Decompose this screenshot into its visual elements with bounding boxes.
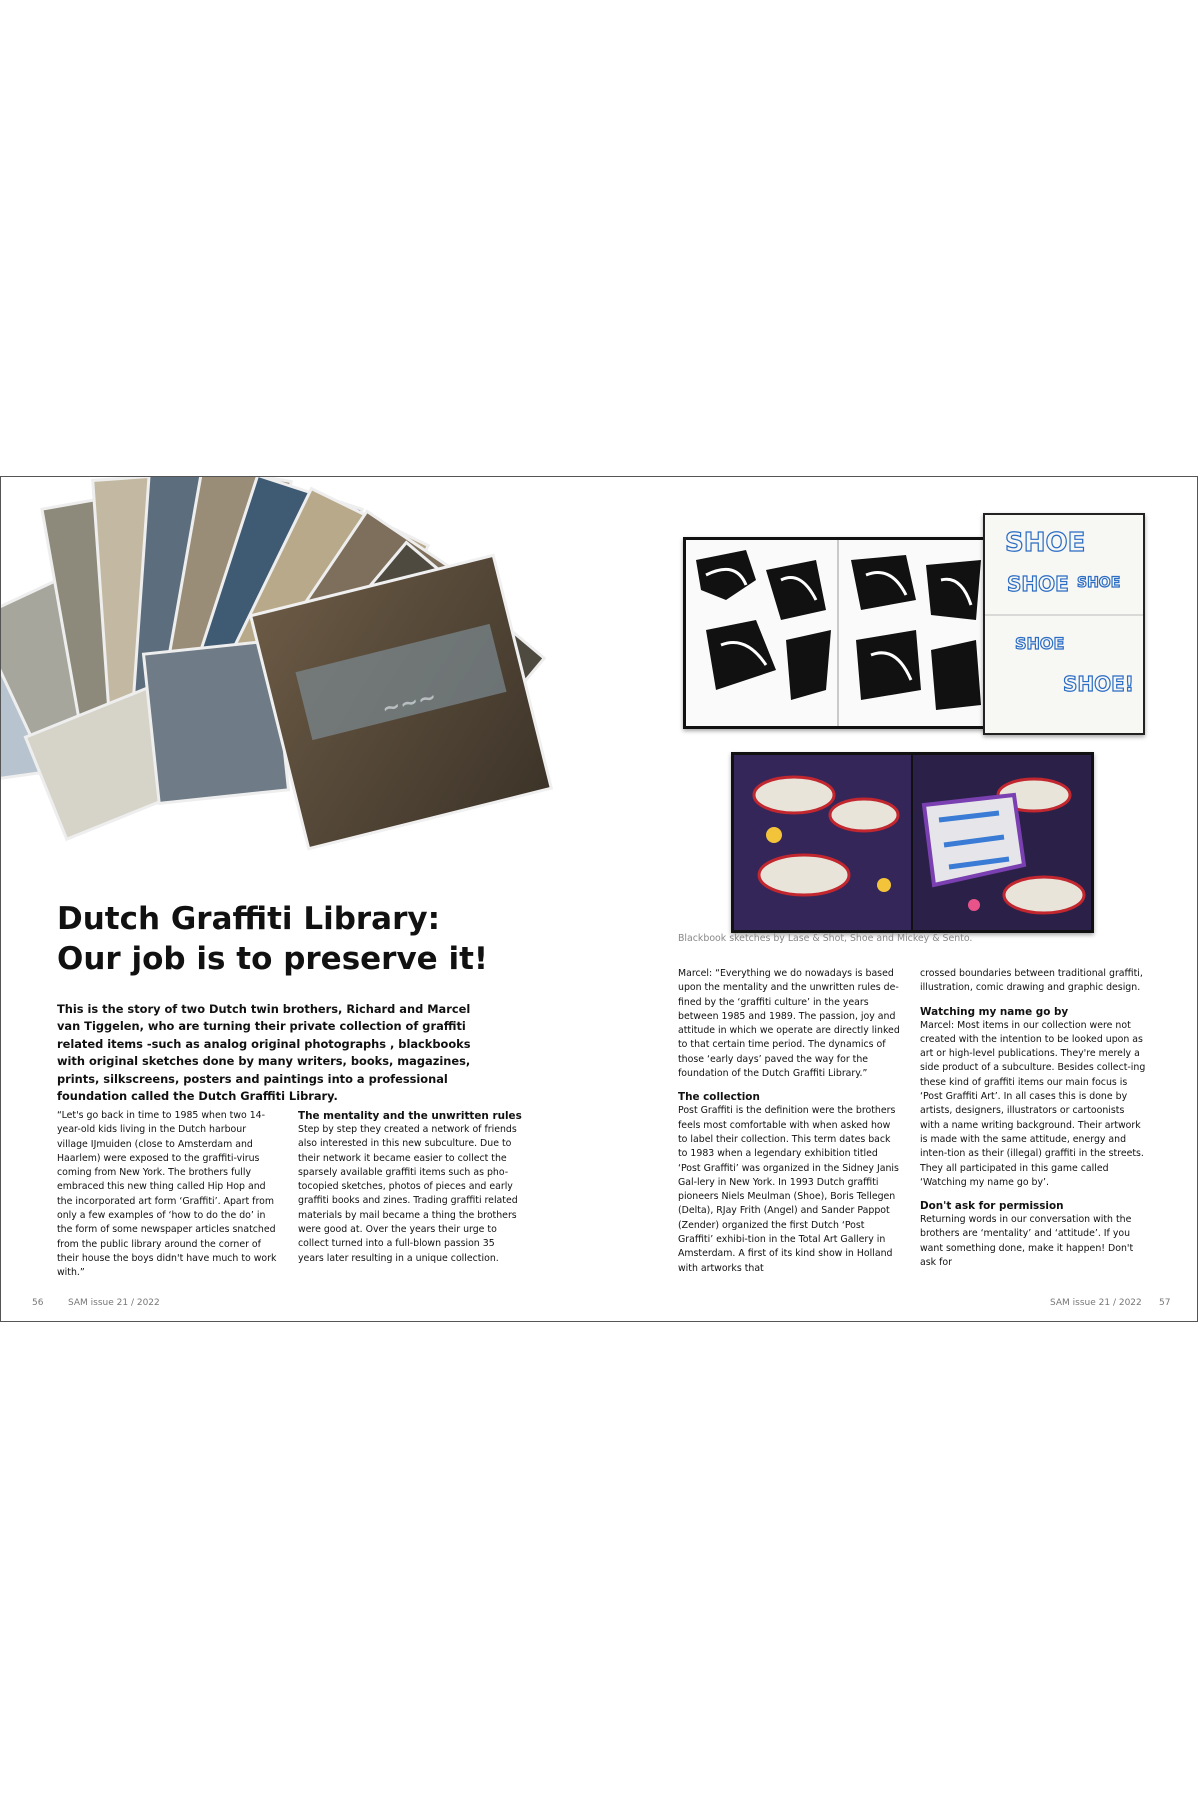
- shoe-tag: SHOE: [1005, 528, 1086, 558]
- page-title-line-2: Our job is to preserve it!: [57, 941, 489, 977]
- body-paragraph: Returning words in our conversation with the brothers are ‘mentality’ and ‘attitude’. If you want something done, make it happen! Don't ask for: [920, 1214, 1134, 1269]
- body-paragraph: Post Graffiti is the definition were the brothers feels most comfortable with when asked how to label their collection. This term dates back to 1983 when a legendary exhibition titled ‘Post Graffiti’ was organized in the Sidney Janis Gal-lery in New York. In 1993 Dutch graffiti pioneers Niels Meulman (Shoe), Boris Tellegen (Delta), RJay Frith (Angel) and Sander Pappot (Zender) organized the first Dutch ‘Post Graffiti’ exhibi-tion in the Total Art Gallery in Amsterdam. A first of its kind show in Holland with artworks that: [678, 1105, 899, 1274]
- blackbook-image-color: [731, 752, 1094, 933]
- body-paragraph: Marcel: Most items in our collection were not created with the intention to be looked upon as art or high-level publications. They're merely a side product of a subculture. Besides collect-ing these kind of graffiti items our main focus is ‘Post Graffiti Art’. In all cases this is done by artists, designers, illustrators or cartoonists with a name writing background. Their artwork is made with the same attitude, energy and inten-tion as their (illegal) graffiti in the streets. They all participated in this game called ‘Watching my name go by’.: [920, 1019, 1146, 1188]
- section-heading-permission: Don't ask for permission: [920, 1200, 1064, 1213]
- body-paragraph: Marcel: “Everything we do nowadays is based upon the mentality and the unwritten rules de-fined by the ‘graffiti culture’ in the years between 1985 and 1989. The passion, joy and attitude in which we operate are directly linked to that certain time period. The dynamics of those ‘early days’ paved the way for the foundation of the Dutch Graffiti Library.”: [678, 968, 900, 1080]
- svg-text:~~~: ~~~: [379, 684, 440, 723]
- magazine-spread: [0, 476, 1198, 1322]
- section-heading-collection: The collection: [678, 1091, 760, 1104]
- blackbook-color-illustration: [734, 755, 1091, 930]
- page-number-right: 57: [1159, 1298, 1171, 1308]
- blackbook-image-shoe: [983, 513, 1145, 735]
- blackbook-shoe-illustration: [985, 515, 1143, 733]
- left-column-1: [57, 1109, 277, 1281]
- blackbook-image-bw: [683, 537, 993, 729]
- shoe-tag: SHOE: [1007, 572, 1069, 596]
- blackbook-bw-illustration: [686, 540, 990, 726]
- photo-stack-image: [1, 477, 601, 877]
- shoe-tag: SHOE: [1077, 575, 1121, 591]
- image-caption: Blackbook sketches by Lase & Shot, Shoe and Mickey & Sento.: [678, 933, 973, 944]
- body-paragraph: “Let's go back in time to 1985 when two 14-year-old kids living in the Dutch harbour village IJmuiden (close to Amsterdam and Haarlem) were exposed to the graffiti-virus coming from New York. The brothers fully embraced this new thing called Hip Hop and the incorporated art form ‘Graffiti’. Apart from only a few examples of ‘how to do the do’ in the form of some newspaper articles snatched from the public library around the corner of their house the boys didn't have much to work with.”: [57, 1110, 277, 1279]
- left-column-2: [298, 1109, 522, 1266]
- page-title: [57, 899, 577, 979]
- page-number-left: 56: [32, 1298, 44, 1308]
- right-page: [601, 477, 1199, 1321]
- page-title-line-1: Dutch Graffiti Library:: [57, 901, 440, 937]
- left-page: [1, 477, 601, 1321]
- right-column-2: [920, 967, 1146, 1270]
- photo-stack-illustration: [1, 477, 601, 877]
- section-heading-watching: Watching my name go by: [920, 1005, 1069, 1018]
- body-paragraph: crossed boundaries between traditional graffiti, illustration, comic drawing and graphic design.: [920, 968, 1143, 994]
- shoe-tag: SHOE!: [1063, 672, 1134, 696]
- issue-label-right: SAM issue 21 / 2022: [1050, 1298, 1142, 1308]
- intro-paragraph: This is the story of two Dutch twin brothers, Richard and Marcel van Tiggelen, who are turning their private collection of graffiti related items -such as analog original photographs , blackbooks with original sketches done by many writers, books, magazines, prints, silkscreens, posters and paintings into a professional foundation called the Dutch Graffiti Library.: [57, 1002, 471, 1104]
- issue-label-left: SAM issue 21 / 2022: [68, 1298, 160, 1308]
- right-column-1: [678, 967, 902, 1276]
- section-heading-mentality: The mentality and the unwritten rules: [298, 1110, 522, 1122]
- body-paragraph: Step by step they created a network of friends also interested in this new subculture. Due to their network it became easier to collect the sparsely available graffiti items such as pho-tocopied sketches, photos of pieces and early graffiti books and zines. Trading graffiti related materials by mail became a thing the brothers were good at. Over the years their urge to collect turned into a full-blown passion 35 years later resulting in a unique collection.: [298, 1124, 518, 1264]
- shoe-tag: SHOE: [1015, 634, 1065, 653]
